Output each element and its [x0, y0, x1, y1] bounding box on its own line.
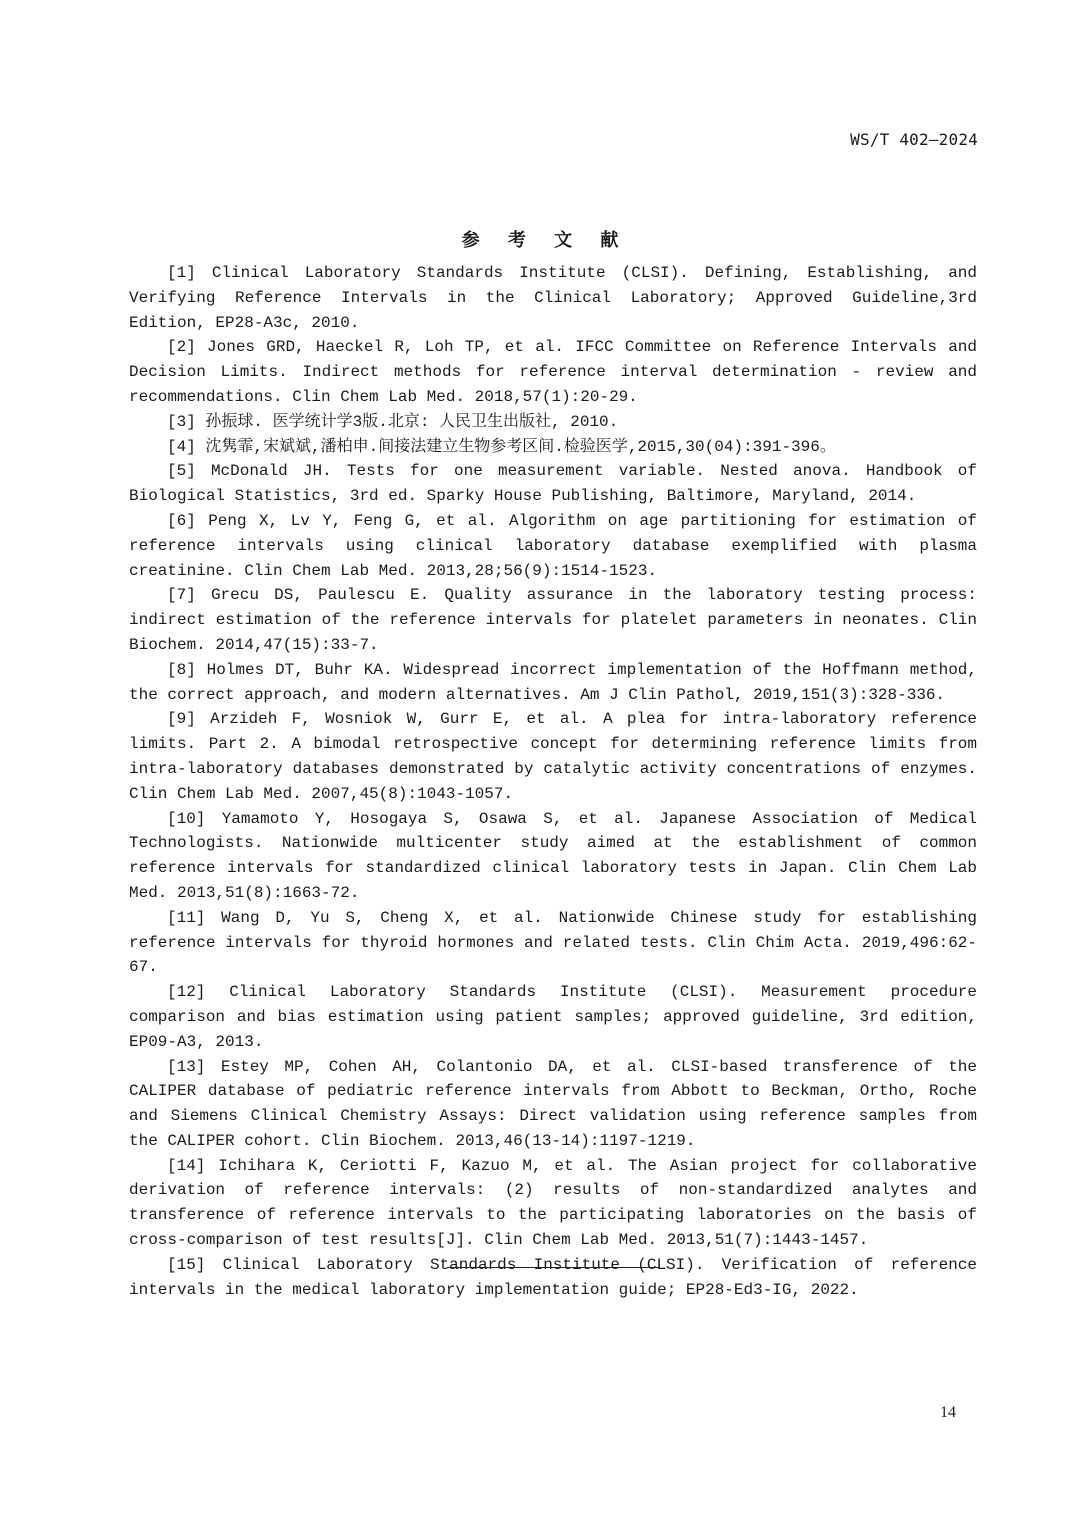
reference-item: [8] Holmes DT, Buhr KA. Widespread incorrect implementation of the Hoffmann method, the correct approach, and modern alternatives. Am J Clin Pathol, 2019,151(3):328-336. [129, 660, 977, 704]
reference-item: [12] Clinical Laboratory Standards Institute (CLSI). Measurement procedure comparison and bias estimation using patient samples; approved guideline, 3rd edition, EP09-A3, 2013. [129, 983, 977, 1051]
reference-item: [2] Jones GRD, Haeckel R, Loh TP, et al. IFCC Committee on Reference Intervals and Decision Limits. Indirect methods for reference interval determination - review and recommendations. Clin Chem Lab Med. 2018,57(1):20-29. [129, 338, 977, 406]
page-number: 14 [940, 1404, 956, 1421]
reference-item: [10] Yamamoto Y, Hosogaya S, Osawa S, et al. Japanese Association of Medical Technologists. Nationwide multicenter study aimed at the establishment of common reference intervals for standardized clinical laboratory tests in Japan. Clin Chem Lab Med. 2013,51(8):1663-72. [129, 809, 977, 902]
reference-item: [1] Clinical Laboratory Standards Institute (CLSI). Defining, Establishing, and Verifying Reference Intervals in the Clinical Laboratory; Approved Guideline,3rd Edition, EP28-A3c, 2010. [129, 264, 977, 332]
reference-item: [15] Clinical Laboratory Standards Institute (CLSI). Verification of reference intervals in the medical laboratory implementation guide; EP28-Ed3-IG, 2022. [129, 1255, 977, 1299]
end-of-document-rule [447, 1267, 659, 1268]
reference-item: [4] 沈隽霏,宋斌斌,潘柏申.间接法建立生物参考区间.检验医学,2015,30(04):391-396。 [167, 437, 836, 456]
reference-item: [9] Arzideh F, Wosniok W, Gurr E, et al. A plea for intra-laboratory reference limits. Part 2. A bimodal retrospective concept for determining reference limits from intra-laboratory databases demonstrated by catalytic activity concentrations of enzymes. Clin Chem Lab Med. 2007,45(8):1043-1057. [129, 710, 977, 803]
reference-item: [11] Wang D, Yu S, Cheng X, et al. Nationwide Chinese study for establishing reference intervals for thyroid hormones and related tests. Clin Chim Acta. 2019,496:62-67. [129, 908, 977, 977]
reference-item: [6] Peng X, Lv Y, Feng G, et al. Algorithm on age partitioning for estimation of reference intervals using clinical laboratory database exemplified with plasma creatinine. Clin Chem Lab Med. 2013,28;56(9):1514-1523. [129, 511, 977, 580]
reference-item: [5] McDonald JH. Tests for one measurement variable. Nested anova. Handbook of Biological Statistics, 3rd ed. Sparky House Publishing, Baltimore, Maryland, 2014. [129, 462, 977, 506]
standard-code-header: WS/T 402—2024 [850, 130, 978, 149]
reference-item: [7] Grecu DS, Paulescu E. Quality assurance in the laboratory testing process: indirect estimation of the reference intervals for platelet parameters in neonates. Clin Biochem. 2014,47(15):33-7. [129, 586, 977, 654]
reference-item: [14] Ichihara K, Ceriotti F, Kazuo M, et al. The Asian project for collaborative derivation of reference intervals: (2) results of non-standardized analytes and transference of reference intervals to the participating laboratories on the basis of cross-comparison of test results[J]. Clin Chem Lab Med. 2013,51(7):1443-1457. [129, 1156, 977, 1250]
reference-item: [13] Estey MP, Cohen AH, Colantonio DA, et al. CLSI-based transference of the CALIPER database of pediatric reference intervals from Abbott to Beckman, Ortho, Roche and Siemens Clinical Chemistry Assays: Direct validation using reference samples from the CALIPER cohort. Clin Biochem. 2013,46(13-14):1197-1219. [129, 1057, 977, 1150]
reference-list [129, 261, 977, 1302]
references-title: 参 考 文 献 [461, 230, 630, 251]
reference-item: [3] 孙振球. 医学统计学3版.北京: 人民卫生出版社, 2010. [167, 412, 619, 431]
